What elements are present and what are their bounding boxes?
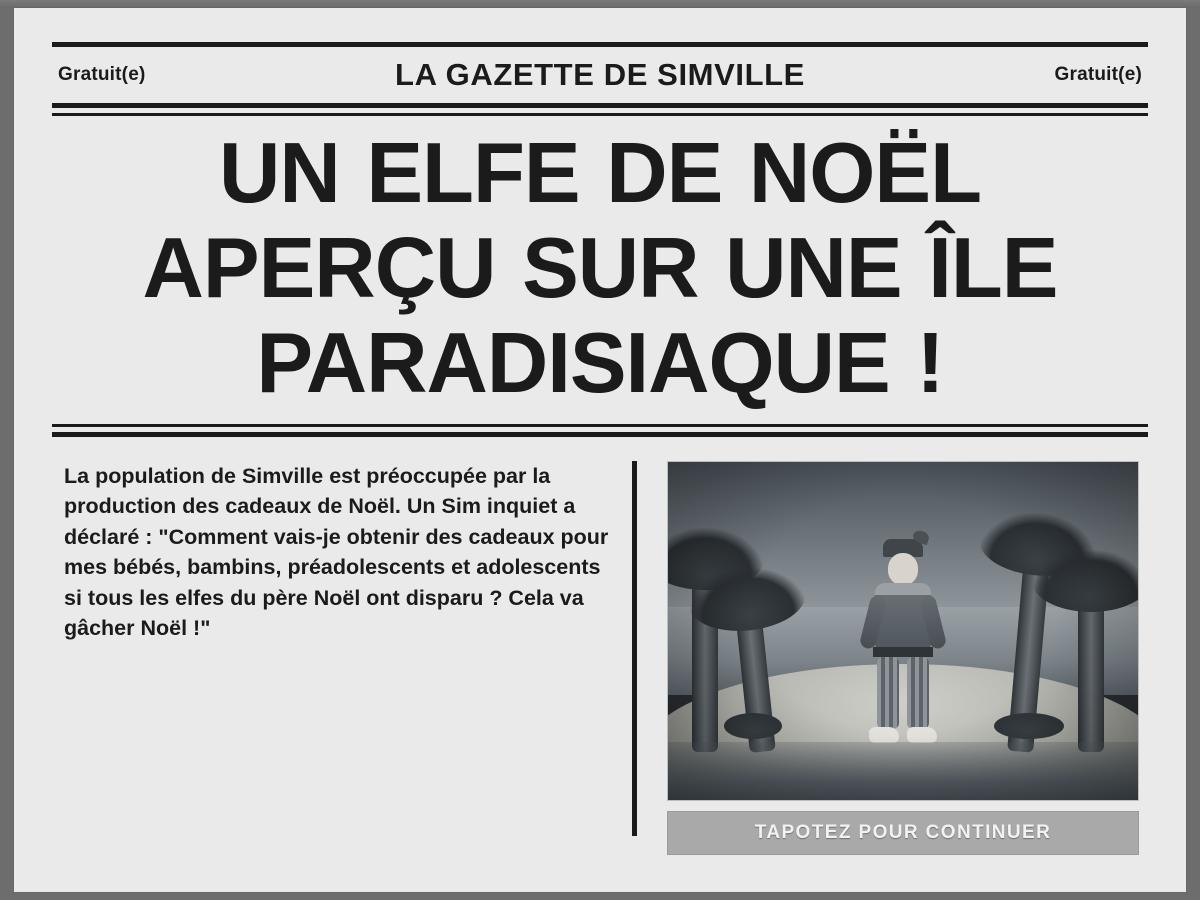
elf-belt — [873, 647, 933, 657]
article-column — [52, 461, 612, 861]
masthead — [52, 47, 1148, 103]
newspaper-title: LA GAZETTE DE SIMVILLE — [395, 57, 805, 92]
elf-collar — [875, 583, 931, 595]
article-body: La population de Simville est préoccupée par la production des cadeaux de Noël. Un Sim inquiet a déclaré : "Comment vais-je obtenir des cadeaux pour mes bébés, bambins, préadolescents et adolescents si tous les elfes du père Noël ont disparu ? Cela va gâcher Noël !" — [64, 463, 609, 641]
elf-leg-right — [907, 657, 929, 729]
article-photo — [667, 461, 1139, 801]
continue-button-label: TAPOTEZ POUR CONTINUER — [754, 821, 1052, 843]
photo-foreground-water — [668, 742, 1138, 799]
newspaper-popup — [14, 8, 1186, 892]
article-section — [52, 461, 1148, 861]
shrub-icon — [724, 713, 782, 739]
continue-button[interactable] — [667, 811, 1139, 855]
headline-bottom-rule-2 — [52, 432, 1148, 437]
newspaper-page — [14, 8, 1186, 892]
masthead-left-label: Gratuit(e) — [58, 64, 146, 85]
elf-character — [855, 539, 951, 759]
headline: UN ELFE DE NOËL APERÇU SUR UNE ÎLE PARADISIAQUE ! — [142, 126, 1058, 412]
masthead-right-label: Gratuit(e) — [1054, 64, 1142, 85]
column-divider — [632, 461, 637, 836]
media-column — [667, 461, 1148, 861]
elf-shoe-right — [907, 727, 937, 743]
palm-tree-icon — [1078, 584, 1104, 752]
elf-leg-left — [877, 657, 899, 729]
elf-shoe-left — [869, 727, 899, 743]
shrub-icon — [994, 713, 1064, 739]
elf-head — [888, 553, 918, 585]
